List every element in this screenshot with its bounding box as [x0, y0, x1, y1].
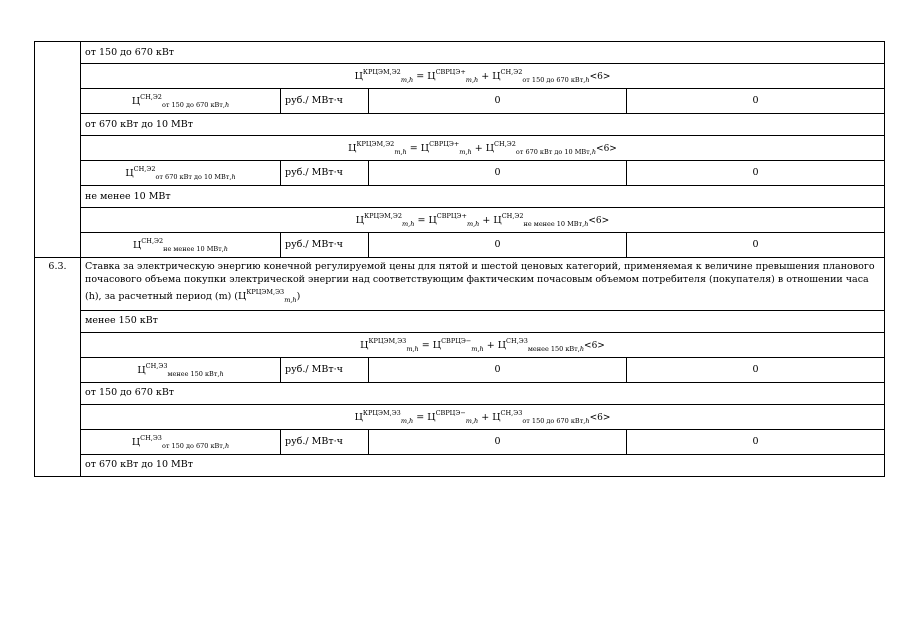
rate-sub: менее 150 кВт, [167, 369, 220, 378]
value-cell: 0 [369, 429, 627, 454]
formula-cell [81, 208, 885, 233]
tsena-symbol: Ц [493, 215, 502, 226]
unit-cell: руб./ МВт·ч [281, 89, 369, 114]
table-row [35, 454, 885, 476]
range-label: от 150 до 670 кВт [81, 42, 885, 64]
section-description [81, 258, 885, 311]
tsena-symbol: Ц [485, 143, 495, 154]
table-row [35, 382, 885, 404]
tsena-symbol: Ц [355, 215, 365, 226]
rate-sub: от 150 до 670 кВт, [161, 101, 225, 109]
number-cell [35, 42, 81, 258]
table-row [35, 64, 885, 89]
table-row [35, 429, 885, 454]
value-cell: 0 [627, 429, 885, 454]
tsena-symbol: Ц [125, 168, 134, 179]
table-row [35, 136, 885, 161]
formula-mid-sub: m,h [466, 220, 480, 228]
tsena-symbol: Ц [432, 339, 442, 351]
rate-sup: СН,Э2 [140, 93, 162, 101]
rate-sup: СН,Э2 [133, 165, 156, 173]
tsena-symbol: Ц [428, 215, 437, 226]
description-end: ) [296, 291, 301, 302]
tsena-symbol: Ц [492, 411, 501, 423]
rate-symbol-cell [81, 357, 281, 382]
table-row [35, 310, 885, 332]
formula-lhs-sup: КРЦЭМ,Э3 [362, 408, 401, 417]
rate-sub: от 150 до 670 кВт, [161, 441, 225, 450]
formula-mid-sub: m,h [471, 344, 484, 353]
footnote-ref: <6> [588, 216, 610, 226]
unit-cell: руб./ МВт·ч [281, 357, 369, 382]
formula-mid-sub: m,h [465, 416, 479, 425]
table-row [35, 233, 885, 258]
value-cell: 0 [627, 89, 885, 114]
formula-rhs-sub-h: h [584, 220, 589, 228]
formula-rhs-sub: не менее 10 МВт, [523, 220, 585, 228]
range-label: от 670 кВт до 10 МВт [81, 454, 885, 476]
formula-mid-sup: СВРЦЭ+ [435, 68, 466, 76]
formula-cell [81, 332, 885, 357]
value-cell: 0 [627, 161, 885, 186]
formula-mid-sub: m,h [465, 76, 479, 84]
range-label: от 150 до 670 кВт [81, 382, 885, 404]
rate-sub: не менее 10 МВт, [163, 245, 224, 253]
tsena-symbol: Ц [420, 143, 430, 154]
table-row [35, 42, 885, 64]
equals-sign: = [421, 339, 430, 351]
range-label: от 670 кВт до 10 МВт [81, 114, 885, 136]
rate-symbol-cell [81, 89, 281, 114]
value-cell: 0 [369, 161, 627, 186]
formula-mid-sup: СВРЦЭ+ [429, 140, 460, 148]
description-sup: КРЦЭМ,Э3 [246, 288, 285, 296]
formula-mid-sup: СВРЦЭ+ [436, 212, 467, 220]
table-row [35, 89, 885, 114]
rate-symbol-cell [81, 161, 281, 186]
formula-lhs-sub: m,h [406, 344, 419, 353]
formula-cell [81, 64, 885, 89]
section-header-row [35, 258, 885, 311]
formula-mid-sub: m,h [459, 148, 472, 156]
range-label: менее 150 кВт [81, 310, 885, 332]
formula-lhs-sub: m,h [400, 416, 414, 425]
formula-lhs-sup: КРЦЭМ,Э2 [356, 140, 395, 148]
rate-sup: СН,Э3 [140, 433, 162, 442]
equals-sign: = [416, 411, 425, 423]
table-row [35, 404, 885, 429]
table-row [35, 332, 885, 357]
formula-rhs-sub-h: h [585, 416, 590, 425]
value-cell: 0 [369, 233, 627, 258]
tariff-table [34, 41, 885, 477]
table-row [35, 208, 885, 233]
tsena-symbol: Ц [137, 364, 146, 376]
rate-sub-h: h [223, 245, 228, 253]
formula-lhs-sub: m,h [400, 76, 414, 84]
plus-sign: + [486, 339, 495, 351]
formula-rhs-sub: от 150 до 670 кВт, [522, 76, 586, 84]
formula-rhs-sup: СН,Э2 [500, 68, 523, 76]
plus-sign: + [481, 71, 490, 82]
tsena-symbol: Ц [497, 339, 507, 351]
tsena-symbol: Ц [131, 436, 141, 448]
range-label: не менее 10 МВт [81, 186, 885, 208]
value-cell: 0 [369, 89, 627, 114]
tsena-symbol: Ц [238, 291, 247, 302]
formula-rhs-sub: менее 150 кВт, [527, 344, 580, 353]
footnote-ref: <6> [584, 340, 605, 351]
formula-lhs-sub: m,h [401, 220, 415, 228]
formula-mid-sup: СВРЦЭ− [435, 408, 466, 417]
tsena-symbol: Ц [354, 71, 363, 82]
footnote-ref: <6> [596, 144, 617, 154]
footnote-ref: <6> [589, 72, 611, 82]
formula-lhs-sub: m,h [394, 148, 407, 156]
rate-sub-h: h [224, 441, 230, 450]
formula-cell [81, 136, 885, 161]
formula-cell [81, 404, 885, 429]
unit-cell: руб./ МВт·ч [281, 233, 369, 258]
plus-sign: + [474, 143, 483, 154]
plus-sign: + [482, 215, 491, 226]
unit-cell: руб./ МВт·ч [281, 429, 369, 454]
formula-rhs-sub-h: h [585, 76, 590, 84]
tsena-symbol: Ц [131, 96, 141, 107]
tsena-symbol: Ц [133, 240, 142, 251]
equals-sign: = [416, 71, 425, 82]
value-cell: 0 [627, 233, 885, 258]
rate-sub-h: h [224, 101, 230, 109]
equals-sign: = [417, 215, 426, 226]
equals-sign: = [409, 143, 418, 154]
formula-rhs-sub-h: h [591, 148, 597, 156]
tsena-symbol: Ц [360, 339, 369, 351]
value-cell: 0 [627, 357, 885, 382]
formula-rhs-sup: СН,Э2 [501, 212, 524, 220]
tsena-symbol: Ц [427, 411, 436, 423]
table-row [35, 161, 885, 186]
formula-lhs-sup: КРЦЭМ,Э3 [368, 336, 407, 345]
rate-sub-h: h [231, 173, 236, 181]
formula-rhs-sup: СН,Э3 [500, 408, 523, 417]
footnote-ref: <6> [589, 412, 611, 423]
tsena-symbol: Ц [492, 71, 501, 82]
formula-mid-sup: СВРЦЭ− [441, 336, 472, 345]
table-row [35, 114, 885, 136]
section-number: 6.3. [35, 258, 81, 477]
formula-rhs-sup: СН,Э2 [494, 140, 516, 148]
description-text: Ставка за электрическую энергию конечной регулируемой цены для пятой и шестой ценовых категорий, применяемая к величине превышения планового почасового объема покупки электрической энергии над соответствующим фактическим почасовым объемом потребителя (покупателя) в отношении часа (h), за расчетный период (m) ( [85, 261, 875, 302]
table-row [35, 357, 885, 382]
tsena-symbol: Ц [348, 143, 357, 154]
formula-lhs-sup: КРЦЭМ,Э2 [364, 212, 402, 220]
tsena-symbol: Ц [427, 71, 436, 82]
table-row [35, 186, 885, 208]
formula-rhs-sub-h: h [579, 344, 585, 353]
description-sub: m,h [284, 296, 297, 304]
rate-symbol-cell [81, 429, 281, 454]
formula-rhs-sub: от 150 до 670 кВт, [522, 416, 586, 425]
rate-sub-h: h [219, 369, 224, 378]
rate-symbol-cell [81, 233, 281, 258]
unit-cell: руб./ МВт·ч [281, 161, 369, 186]
plus-sign: + [481, 411, 490, 423]
rate-sub: от 670 кВт до 10 МВт, [155, 173, 232, 181]
formula-rhs-sub: от 670 кВт до 10 МВт, [515, 148, 592, 156]
rate-sup: СН,Э3 [145, 361, 168, 370]
tsena-symbol: Ц [354, 411, 363, 423]
rate-sup: СН,Э2 [141, 237, 164, 245]
value-cell: 0 [369, 357, 627, 382]
formula-lhs-sup: КРЦЭМ,Э2 [362, 68, 401, 76]
formula-rhs-sup: СН,Э3 [506, 336, 528, 345]
